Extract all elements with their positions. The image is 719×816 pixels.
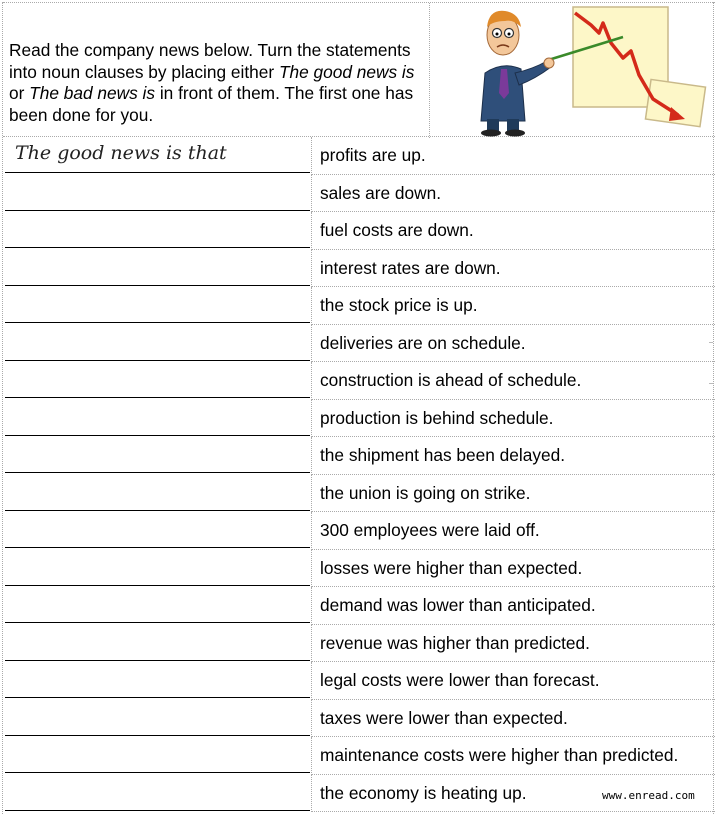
answer-blank[interactable] xyxy=(5,587,310,623)
statement-text: 300 employees were laid off. xyxy=(311,512,715,550)
page-edge-marks xyxy=(709,342,713,384)
answer-blank[interactable] xyxy=(5,737,310,773)
answer-blank[interactable] xyxy=(5,625,310,661)
statement-text: deliveries are on schedule. xyxy=(311,325,715,363)
answer-blank[interactable] xyxy=(5,287,310,323)
exercise-table xyxy=(3,137,715,812)
statement-text: the shipment has been delayed. xyxy=(311,437,715,475)
table-row xyxy=(3,475,715,513)
table-row xyxy=(3,325,715,363)
answer-blank[interactable] xyxy=(5,550,310,586)
good-news-phrase: The good news is xyxy=(278,61,415,82)
statement-text: fuel costs are down. xyxy=(311,212,715,250)
statement-text: legal costs were lower than forecast. xyxy=(311,662,715,700)
table-row xyxy=(3,512,715,550)
answer-blank[interactable] xyxy=(5,437,310,473)
table-row xyxy=(3,700,715,738)
answer-blank[interactable] xyxy=(5,662,310,698)
statement-text: maintenance costs were higher than predicted. xyxy=(311,737,715,775)
answer-blank[interactable] xyxy=(5,775,310,811)
statement-text: production is behind schedule. xyxy=(311,400,715,438)
answer-blank[interactable] xyxy=(5,175,310,211)
statement-text: the economy is heating up. xyxy=(311,775,715,813)
table-row xyxy=(3,362,715,400)
answer-blank[interactable] xyxy=(5,362,310,398)
statement-text: interest rates are down. xyxy=(311,250,715,288)
table-row xyxy=(3,212,715,250)
answer-blank[interactable] xyxy=(5,250,310,286)
statement-text: revenue was higher than predicted. xyxy=(311,625,715,663)
answer-blank[interactable] xyxy=(5,475,310,511)
watermark: www.enread.com xyxy=(602,789,695,802)
table-row xyxy=(3,437,715,475)
table-row xyxy=(3,625,715,663)
businessman-presenting-declining-chart-icon xyxy=(463,3,708,137)
table-row xyxy=(3,662,715,700)
statement-text: construction is ahead of schedule. xyxy=(311,362,715,400)
table-row xyxy=(3,400,715,438)
worksheet xyxy=(2,2,714,814)
statement-text: demand was lower than anticipated. xyxy=(311,587,715,625)
example-answer[interactable]: The good news is that xyxy=(5,137,310,173)
instructions-text: Read the company news below. Turn the statements into noun clauses by placing either The good news is or The bad news is in front of them. The first one has been done for you. xyxy=(9,40,415,125)
worksheet-header xyxy=(3,2,715,137)
table-row xyxy=(3,137,715,175)
statement-text: taxes were lower than expected. xyxy=(311,700,715,738)
table-row xyxy=(3,550,715,588)
table-row xyxy=(3,250,715,288)
statement-text: the stock price is up. xyxy=(311,287,715,325)
statement-text: profits are up. xyxy=(311,137,715,175)
header-divider xyxy=(429,3,430,138)
answer-blank[interactable] xyxy=(5,212,310,248)
table-row xyxy=(3,287,715,325)
statement-text: sales are down. xyxy=(311,175,715,213)
answer-blank[interactable] xyxy=(5,400,310,436)
table-row xyxy=(3,175,715,213)
answer-blank[interactable] xyxy=(5,700,310,736)
answer-blank[interactable] xyxy=(5,512,310,548)
statement-text: the union is going on strike. xyxy=(311,475,715,513)
bad-news-phrase: The bad news is xyxy=(29,83,156,103)
statement-text: losses were higher than expected. xyxy=(311,550,715,588)
answer-blank[interactable] xyxy=(5,325,310,361)
table-row xyxy=(3,737,715,775)
table-row xyxy=(3,587,715,625)
